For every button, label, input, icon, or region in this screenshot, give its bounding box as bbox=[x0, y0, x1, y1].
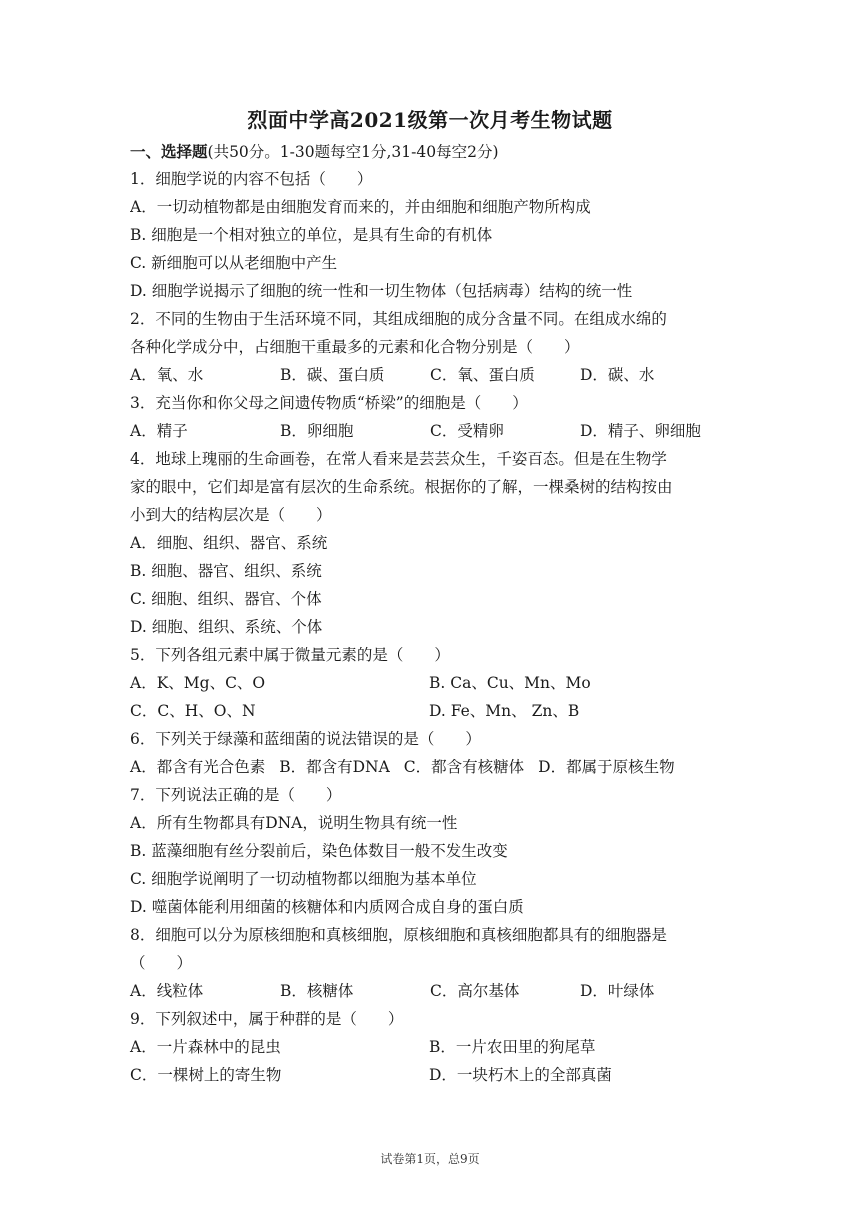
option: C．一棵树上的寄生物 bbox=[130, 1066, 282, 1084]
question-1 bbox=[130, 165, 732, 305]
question-stem: 8．细胞可以分为原核细胞和真核细胞，原核细胞和真核细胞都具有的细胞器是 bbox=[130, 926, 667, 944]
option: A．一切动植物都是由细胞发育而来的，并由细胞和细胞产物所构成 bbox=[130, 198, 591, 216]
option-row bbox=[130, 809, 732, 837]
option-row bbox=[130, 361, 732, 389]
option: B．都含有DNA bbox=[279, 758, 390, 776]
question-2 bbox=[130, 305, 732, 389]
option: D．叶绿体 bbox=[580, 982, 655, 1000]
option-row bbox=[130, 1033, 732, 1061]
option: B. 细胞是一个相对独立的单位，是具有生命的有机体 bbox=[130, 226, 493, 244]
option: A．一片森林中的昆虫 bbox=[130, 1038, 281, 1056]
question-5 bbox=[130, 641, 732, 725]
option: D．都属于原核生物 bbox=[538, 758, 675, 776]
option: C. 细胞学说阐明了一切动植物都以细胞为基本单位 bbox=[130, 870, 477, 888]
option: C．高尔基体 bbox=[430, 982, 520, 1000]
option: C．氧、蛋白质 bbox=[430, 366, 535, 384]
option-row bbox=[130, 977, 732, 1005]
option-row bbox=[130, 669, 732, 697]
option: D．一块朽木上的全部真菌 bbox=[429, 1066, 612, 1084]
option-row bbox=[130, 585, 732, 613]
question-stem: 5．下列各组元素中属于微量元素的是（ ） bbox=[130, 646, 450, 664]
question-8 bbox=[130, 921, 732, 1005]
option: B．一片农田里的狗尾草 bbox=[429, 1038, 596, 1056]
option: A．K、Mg、C、O bbox=[130, 674, 266, 692]
option: B．碳、蛋白质 bbox=[280, 366, 385, 384]
question-4 bbox=[130, 445, 732, 641]
option: B．核糖体 bbox=[280, 982, 354, 1000]
option: A．氧、水 bbox=[130, 366, 204, 384]
option: C．都含有核糖体 bbox=[403, 758, 525, 776]
question-stem: 小到大的结构层次是（ ） bbox=[130, 506, 332, 524]
option: A．都含有光合色素 bbox=[130, 758, 266, 776]
option: C．受精卵 bbox=[430, 422, 504, 440]
question-7 bbox=[130, 781, 732, 921]
option-row bbox=[130, 865, 732, 893]
option: C. 新细胞可以从老细胞中产生 bbox=[130, 254, 338, 272]
option: D．精子、卵细胞 bbox=[580, 422, 701, 440]
option-row bbox=[130, 557, 732, 585]
question-stem: 2．不同的生物由于生活环境不同，其组成细胞的成分含量不同。在组成水绵的 bbox=[130, 310, 667, 328]
option: C. 细胞、组织、器官、个体 bbox=[130, 590, 322, 608]
question-stem: 家的眼中，它们却是富有层次的生命系统。根据你的了解，一棵桑树的结构按由 bbox=[130, 478, 673, 496]
option: A．精子 bbox=[130, 422, 188, 440]
option-row bbox=[130, 277, 732, 305]
option: B. 细胞、器官、组织、系统 bbox=[130, 562, 322, 580]
question-stem: 4．地球上瑰丽的生命画卷，在常人看来是芸芸众生，千姿百态。但是在生物学 bbox=[130, 450, 667, 468]
option-row bbox=[130, 529, 732, 557]
option-row bbox=[130, 1061, 732, 1089]
option: A．细胞、组织、器官、系统 bbox=[130, 534, 328, 552]
option: C．C、H、O、N bbox=[130, 702, 256, 720]
option: B. 蓝藻细胞有丝分裂前后，染色体数目一般不发生改变 bbox=[130, 842, 508, 860]
question-stem: 6．下列关于绿藻和蓝细菌的说法错误的是（ ） bbox=[130, 730, 481, 748]
question-list bbox=[130, 165, 732, 1089]
question-6 bbox=[130, 725, 732, 781]
option-row bbox=[130, 417, 732, 445]
option: A．线粒体 bbox=[130, 982, 204, 1000]
option-row bbox=[130, 193, 732, 221]
option: D. 细胞、组织、系统、个体 bbox=[130, 618, 323, 636]
question-3 bbox=[130, 389, 732, 445]
option-row bbox=[130, 697, 732, 725]
page-footer: 试卷第1页，总9页 bbox=[380, 1152, 480, 1166]
question-stem: 7．下列说法正确的是（ ） bbox=[130, 786, 342, 804]
option-row bbox=[130, 753, 732, 781]
option: D. Fe、Mn、 Zn、B bbox=[429, 702, 580, 720]
question-9 bbox=[130, 1005, 732, 1089]
section-label: 一、选择题 bbox=[130, 142, 208, 161]
question-stem: （ ） bbox=[130, 954, 193, 972]
option: D．碳、水 bbox=[580, 366, 655, 384]
option: D. 细胞学说揭示了细胞的统一性和一切生物体（包括病毒）结构的统一性 bbox=[130, 282, 633, 300]
option-row bbox=[130, 893, 732, 921]
exam-title: 烈面中学高2021级第一次月考生物试题 bbox=[247, 108, 613, 132]
option: B．卵细胞 bbox=[280, 422, 354, 440]
option: A．所有生物都具有DNA，说明生物具有统一性 bbox=[130, 814, 458, 832]
section-note: (共50分。1-30题每空1分,31-40每空2分) bbox=[207, 143, 499, 161]
option-row bbox=[130, 249, 732, 277]
question-stem: 1．细胞学说的内容不包括（ ） bbox=[130, 170, 373, 188]
question-stem: 各种化学成分中，占细胞干重最多的元素和化合物分别是（ ） bbox=[130, 338, 580, 356]
section-heading bbox=[130, 140, 499, 162]
option-row bbox=[130, 837, 732, 865]
question-stem: 9．下列叙述中，属于种群的是（ ） bbox=[130, 1010, 404, 1028]
question-stem: 3．充当你和你父母之间遗传物质“桥梁”的细胞是（ ） bbox=[130, 394, 528, 412]
option-row bbox=[130, 221, 732, 249]
option: D. 噬菌体能利用细菌的核糖体和内质网合成自身的蛋白质 bbox=[130, 898, 524, 916]
option: B. Ca、Cu、Mn、Mo bbox=[429, 674, 591, 692]
option-row bbox=[130, 613, 732, 641]
